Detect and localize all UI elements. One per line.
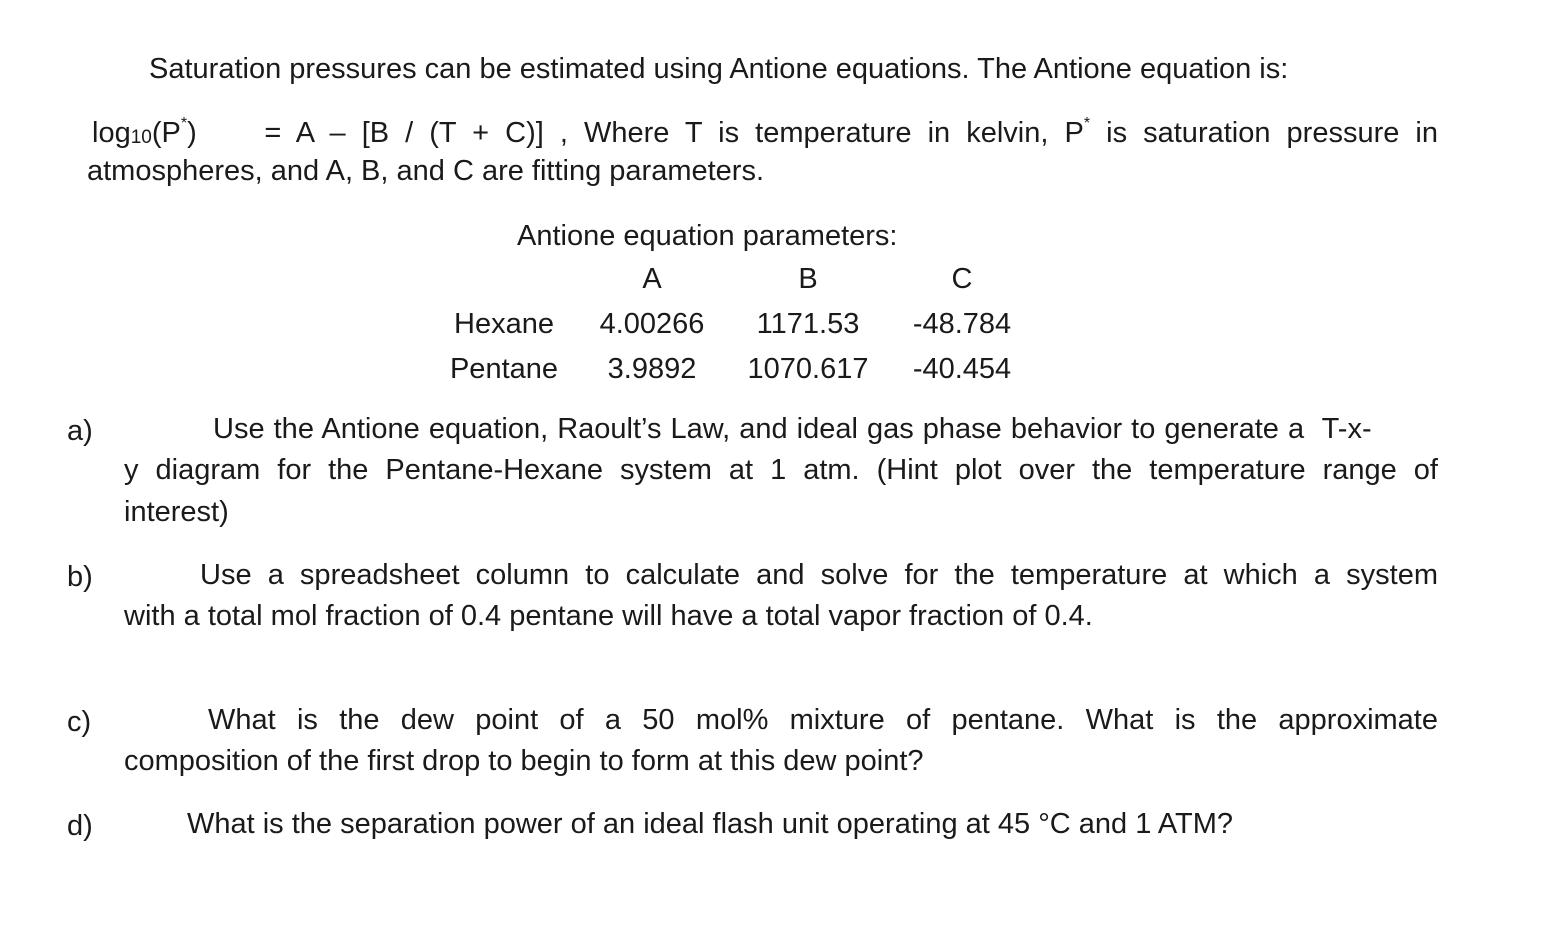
table-cell: 3.9892 xyxy=(607,353,697,385)
table-header-b: B xyxy=(798,263,818,295)
equation-line-2: atmospheres, and A, B, and C are fitting parameters. xyxy=(87,155,765,187)
question-c-line-2: composition of the first drop to begin to form at this dew point? xyxy=(124,745,924,777)
question-a-line-3: interest) xyxy=(124,496,229,528)
table-cell: -40.454 xyxy=(912,353,1012,385)
question-c-label: c) xyxy=(67,706,92,738)
equation-line-1 xyxy=(92,116,1438,148)
table-cell: -48.784 xyxy=(912,308,1012,340)
table-row-name: Hexane xyxy=(454,308,554,340)
question-b-line-2: with a total mol fraction of 0.4 pentane will have a total vapor fraction of 0.4. xyxy=(124,600,1093,632)
table-cell: 1171.53 xyxy=(756,308,860,340)
question-d-line-1: What is the separation power of an ideal flash unit operating at 45 °C and 1 ATM? xyxy=(187,808,1234,840)
question-d-label: d) xyxy=(67,810,93,842)
question-b-line-1: Use a spreadsheet column to calculate and solve for the temperature at which a system xyxy=(200,559,1438,591)
intro-text: Saturation pressures can be estimated using Antione equations. The Antione equation is: xyxy=(149,53,1289,85)
question-b-label: b) xyxy=(67,561,93,593)
question-a-line-2: y diagram for the Pentane-Hexane system at 1 atm. (Hint plot over the temperature range of xyxy=(124,454,1438,486)
equation-lhs: log10(P*) xyxy=(92,115,197,149)
table-title: Antione equation parameters: xyxy=(517,220,898,252)
question-c-line-1: What is the dew point of a 50 mol% mixture of pentane. What is the approximate xyxy=(208,704,1438,736)
equation-rhs: = A – [B / (T + C)] , Where T is temperature in kelvin, P* is saturation pressure in xyxy=(264,115,1438,149)
question-a-line-1: Use the Antione equation, Raoult’s Law, and ideal gas phase behavior to generate a T-x- xyxy=(213,413,1372,445)
table-header-a: A xyxy=(642,263,662,295)
table-cell: 1070.617 xyxy=(747,353,869,385)
table-row-name: Pentane xyxy=(449,353,559,385)
table-cell: 4.00266 xyxy=(599,308,705,340)
table-header-c: C xyxy=(951,263,973,295)
question-a-label: a) xyxy=(67,415,93,447)
